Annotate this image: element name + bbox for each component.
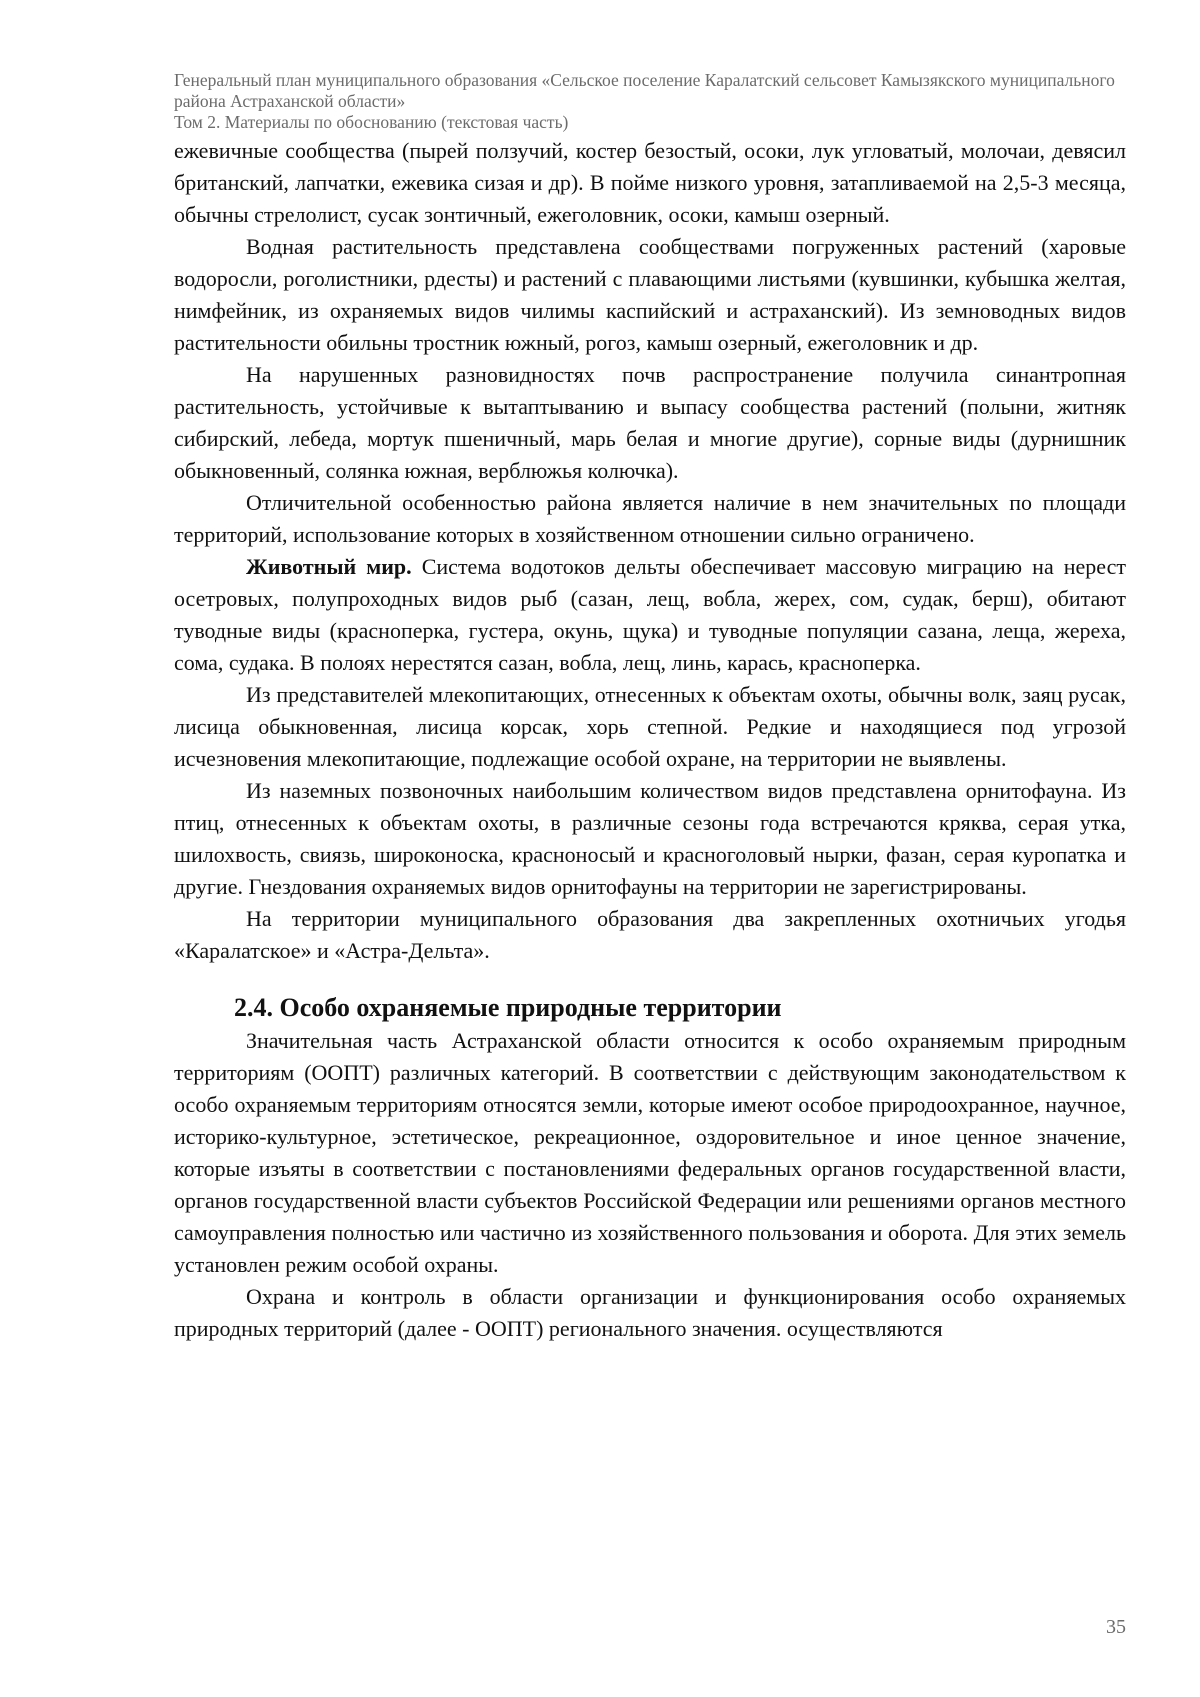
paragraph: Значительная часть Астраханской области относится к особо охраняемым природным территориям (ООПТ) различных категорий. В соответствии с действующим законодательством к особо охраняемым территориям относятся земли, которые имеют особое природоохранное, научное, историко-культурное, эстетическое, рекреационное, оздоровительное и иное ценное значение, которые изъяты в соответствии с постановлениями федеральных органов государственной власти, органов государственной власти субъектов Российской Федерации или решениями органов местного самоуправления полностью или частично из хозяйственного пользования и оборота. Для этих земель установлен режим особой охраны. <box>174 1028 1126 1277</box>
fauna-lead: Животный мир. <box>246 554 412 579</box>
page-number: 35 <box>1106 1616 1126 1638</box>
paragraph: Отличительной особенностью района является наличие в нем значительных по площади территорий, использование которых в хозяйственном отношении сильно ограничено. <box>174 490 1126 547</box>
paragraph: ежевичные сообщества (пырей ползучий, костер безостый, осоки, лук угловатый, молочаи, девясил британский, лапчатки, ежевика сизая и др). В пойме низкого уровня, затапливаемой на 2,5-3 месяца, обычны стрелолист, сусак зонтичный, ежеголовник, осоки, камыш озерный. <box>174 138 1126 227</box>
header-title: Генеральный план муниципального образования «Сельское поселение Каралатский сельсовет Камызякского муниципального района Астраханской области» <box>174 70 1115 111</box>
paragraph: На территории муниципального образования два закрепленных охотничьих угодья «Каралатское» и «Астра-Дельта». <box>174 906 1126 963</box>
paragraph: Водная растительность представлена сообществами погруженных растений (харовые водоросли, роголистники, рдесты) и растений с плавающими листьями (кувшинки, кубышка желтая, нимфейник, из охраняемых видов чилимы каспийский и астраханский). Из земноводных видов растительности обильны тростник южный, рогоз, камыш озерный, ежеголовник и др. <box>174 234 1126 355</box>
document-body <box>174 135 1126 1345</box>
paragraph-fauna <box>174 551 1126 679</box>
paragraph: Из представителей млекопитающих, отнесенных к объектам охоты, обычны волк, заяц русак, лисица обыкновенная, лисица корсак, хорь степной. Редкие и находящиеся под угрозой исчезновения млекопитающие, подлежащие особой охране, на территории не выявлены. <box>174 682 1126 771</box>
paragraph: На нарушенных разновидностях почв распространение получила синантропная растительность, устойчивые к вытаптыванию и выпасу сообщества растений (полыни, житняк сибирский, лебеда, мортук пшеничный, марь белая и многие другие), сорные виды (дурнишник обыкновенный, солянка южная, верблюжья колючка). <box>174 362 1126 483</box>
paragraph: Из наземных позвоночных наибольшим количеством видов представлена орнитофауна. Из птиц, отнесенных к объектам охоты, в различные сезоны года встречаются кряква, серая утка, шилохвость, свиязь, широконоска, красноносый и красноголовый нырки, фазан, серая куропатка и другие. Гнездования охраняемых видов орнитофауны на территории не зарегистрированы. <box>174 778 1126 899</box>
running-header <box>174 70 1126 133</box>
paragraph: Охрана и контроль в области организации и функционирования особо охраняемых природных территорий (далее - ООПТ) регионального значения. осуществляются <box>174 1284 1126 1341</box>
section-heading: 2.4. Особо охраняемые природные территории <box>234 993 782 1022</box>
header-volume: Том 2. Материалы по обоснованию (текстовая часть) <box>174 112 569 132</box>
document-page <box>174 70 1126 1670</box>
fauna-text: Система водотоков дельты обеспечивает массовую миграцию на нерест осетровых, полупроходных видов рыб (сазан, лещ, вобла, жерех, сом, судак, берш), обитают туводные виды (красноперка, густера, окунь, щука) и туводные популяции сазана, леща, жереха, сома, судака. В полоях нерестятся сазан, вобла, лещ, линь, карась, красноперка. <box>174 554 1126 675</box>
